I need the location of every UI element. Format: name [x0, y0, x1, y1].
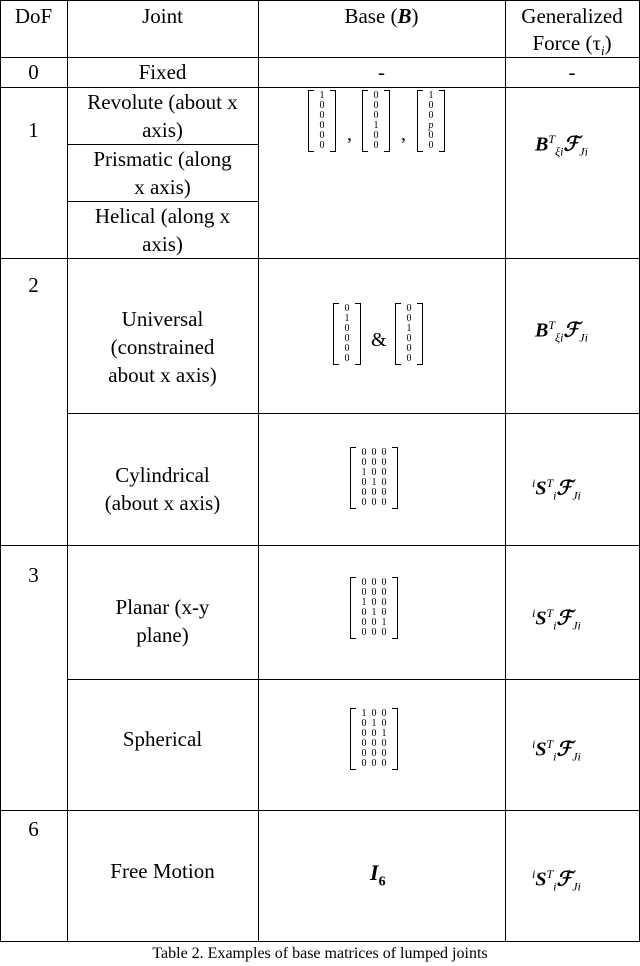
- matrix-cell: 1: [371, 607, 377, 618]
- matrix-cell: 0: [381, 467, 387, 478]
- joint-universal-line1: Universal: [121, 307, 204, 331]
- matrix-spherical: [350, 708, 398, 770]
- matrix-cell: 0: [406, 353, 412, 364]
- matrix-cell: 0: [361, 758, 367, 769]
- joint-planar-line2: plane): [136, 623, 189, 647]
- matrix-cell: 0: [406, 303, 412, 314]
- matrix-cell: 1: [319, 90, 325, 101]
- matrix-cell: 1: [371, 477, 377, 488]
- matrix-cell: 0: [373, 110, 379, 121]
- matrix-cell: 0: [319, 110, 325, 121]
- joint-revolute-line1: Revolute (about x: [87, 90, 238, 114]
- matrix-cell: 0: [373, 140, 379, 151]
- matrix-cell: 0: [373, 130, 379, 141]
- matrix-planar: [350, 577, 398, 639]
- matrix-cell: 0: [361, 738, 367, 749]
- matrix-cell: 0: [361, 497, 367, 508]
- header-force-line2: Force $(\tau_i)$: [532, 31, 612, 59]
- matrix-cell: 1: [371, 718, 377, 729]
- joint-helical-line1: Helical (along x: [94, 204, 231, 228]
- matrix-cell: 0: [381, 597, 387, 608]
- matrix-cell: 0: [371, 447, 377, 458]
- matrix-cell: 1: [361, 467, 367, 478]
- matrix-cell: 0: [371, 467, 377, 478]
- matrix-row: [426, 141, 436, 151]
- matrix-cell: 0: [371, 457, 377, 468]
- matrix-cell: 0: [381, 748, 387, 759]
- matrix-cell: 0: [319, 120, 325, 131]
- matrix-universal-2: [395, 303, 423, 365]
- matrix-cell: 0: [381, 487, 387, 498]
- force-free: $^iS^T_iℱ_{Ji}$: [532, 866, 581, 894]
- matrix-cell: 0: [381, 607, 387, 618]
- rule-col2: [258, 0, 259, 942]
- matrix-cell: 1: [361, 597, 367, 608]
- matrix-cell: 0: [381, 477, 387, 488]
- joint-cylindrical-line1: Cylindrical: [115, 463, 210, 487]
- joint-prismatic-line1: Prismatic (along: [93, 147, 232, 171]
- joint-universal-line3: about x axis): [108, 363, 217, 387]
- matrix-cell: 0: [361, 487, 367, 498]
- header-joint: Joint: [142, 4, 183, 28]
- matrix-cell: 0: [319, 130, 325, 141]
- matrix-row: [371, 141, 381, 151]
- rule-bottom: [0, 941, 640, 942]
- matrix-row: [342, 354, 352, 364]
- matrix-cell: 0: [428, 140, 434, 151]
- matrix-cell: 0: [361, 457, 367, 468]
- matrix-cell: 0: [381, 718, 387, 729]
- matrix-cell: 0: [373, 90, 379, 101]
- matrix-cell: 0: [381, 708, 387, 719]
- joint-fixed: Fixed: [138, 60, 187, 84]
- matrix-cell: 0: [361, 607, 367, 618]
- force-dof1: $B^T_{\xi i}ℱ_{Ji}$: [535, 131, 588, 159]
- matrix-cell: 0: [361, 748, 367, 759]
- matrix-cell: 0: [344, 353, 350, 364]
- matrix-cell: 0: [428, 100, 434, 111]
- matrix-cell: 0: [371, 728, 377, 739]
- matrix-row: [359, 628, 389, 638]
- matrix-cylindrical: [350, 447, 398, 509]
- rule-planar: [67, 679, 640, 680]
- joint-free-motion: Free Motion: [110, 859, 215, 883]
- matrix-cell: 1: [373, 120, 379, 131]
- matrix-row: [317, 141, 327, 151]
- matrix-row: [404, 354, 414, 364]
- force-cylindrical: $^iS^T_iℱ_{Ji}$: [532, 475, 581, 503]
- matrix-cell: 0: [381, 447, 387, 458]
- matrix-cell: 0: [361, 627, 367, 638]
- matrix-cell: 0: [381, 627, 387, 638]
- matrix-cell: 0: [428, 110, 434, 121]
- joint-spherical: Spherical: [122, 727, 203, 751]
- matrix-cell: 0: [371, 627, 377, 638]
- joint-helical-line2: axis): [142, 232, 183, 256]
- matrix-cell: 0: [371, 758, 377, 769]
- matrix-cell: 1: [361, 708, 367, 719]
- matrix-cell: 0: [344, 343, 350, 354]
- matrix-cell: 0: [373, 100, 379, 111]
- matrix-cell: p: [428, 120, 434, 131]
- matrix-cell: 0: [381, 587, 387, 598]
- matrix-cell: 0: [371, 738, 377, 749]
- matrix-cell: 0: [381, 758, 387, 769]
- matrix-cell: 0: [406, 333, 412, 344]
- header-dof: DoF: [14, 4, 53, 28]
- force-planar: $^iS^T_iℱ_{Ji}$: [532, 605, 581, 633]
- rule-dof3: [0, 810, 640, 811]
- matrix-cell: 0: [428, 130, 434, 141]
- matrix-universal-1: [333, 303, 361, 365]
- matrix-cell: 0: [361, 577, 367, 588]
- matrix-cell: 0: [344, 323, 350, 334]
- matrix-row: [359, 759, 389, 769]
- matrix-cell: 0: [371, 597, 377, 608]
- matrix-cell: 0: [371, 497, 377, 508]
- base-fixed: -: [378, 60, 385, 84]
- matrix-cell: 0: [344, 333, 350, 344]
- matrix-cell: 0: [319, 100, 325, 111]
- table-caption: Table 2. Examples of base matrices of lumped joints: [152, 945, 488, 962]
- matrix-cell: 0: [381, 577, 387, 588]
- matrix-cell: 0: [361, 587, 367, 598]
- matrix-cell: 0: [371, 617, 377, 628]
- rule-top: [0, 0, 640, 1]
- rule-dof2: [0, 545, 640, 546]
- dof-2: 2: [28, 273, 39, 297]
- matrix-cell: 1: [344, 313, 350, 324]
- force-universal: $B^T_{\xi i}ℱ_{Ji}$: [535, 317, 588, 345]
- matrix-cell: 1: [428, 90, 434, 101]
- header-base: Base (B): [344, 4, 419, 28]
- matrix-cell: 0: [371, 748, 377, 759]
- dof-0: 0: [28, 60, 39, 84]
- matrix-cell: 0: [381, 497, 387, 508]
- joint-cylindrical-line2: (about x axis): [104, 491, 221, 515]
- matrix-cell: 0: [406, 313, 412, 324]
- matrix-separator-1: ,: [347, 123, 352, 145]
- joint-prismatic-line2: x axis): [134, 175, 191, 199]
- dof-3: 3: [28, 563, 39, 587]
- matrix-cell: 0: [371, 487, 377, 498]
- matrix-cell: 0: [361, 617, 367, 628]
- matrix-separator-2: ,: [401, 123, 406, 145]
- header-force-line1: Generalized: [521, 4, 623, 28]
- matrix-cell: 0: [361, 447, 367, 458]
- force-spherical: $^iS^T_iℱ_{Ji}$: [532, 736, 581, 764]
- matrix-cell: 0: [406, 343, 412, 354]
- matrix-cell: 0: [371, 587, 377, 598]
- rule-col3: [505, 0, 506, 942]
- matrix-cell: 0: [371, 577, 377, 588]
- matrix-cell: 0: [361, 477, 367, 488]
- matrix-helical: [417, 90, 445, 152]
- rule-universal: [67, 413, 640, 414]
- base-identity: $I_6$: [370, 860, 386, 890]
- rule-dof1: [0, 258, 640, 259]
- matrix-cell: 0: [381, 738, 387, 749]
- matrix-cell: 0: [361, 718, 367, 729]
- matrix-revolute: [308, 90, 336, 152]
- matrix-cell: 0: [344, 303, 350, 314]
- matrix-cell: 0: [361, 728, 367, 739]
- matrix-cell: 0: [371, 708, 377, 719]
- joint-planar-line1: Planar (x-y: [115, 595, 210, 619]
- matrix-cell: 1: [381, 728, 387, 739]
- matrix-cell: 1: [381, 617, 387, 628]
- matrix-cell: 1: [406, 323, 412, 334]
- matrix-cell: 0: [319, 140, 325, 151]
- force-fixed: -: [568, 60, 576, 84]
- joint-universal-line2: (constrained: [110, 335, 215, 359]
- joint-revolute-line2: axis): [142, 118, 183, 142]
- dof-1: 1: [28, 118, 39, 142]
- matrix-cell: 0: [381, 457, 387, 468]
- matrix-row: [359, 498, 389, 508]
- matrix-separator-amp: &: [371, 329, 387, 351]
- matrix-prismatic: [362, 90, 390, 152]
- dof-6: 6: [28, 817, 39, 841]
